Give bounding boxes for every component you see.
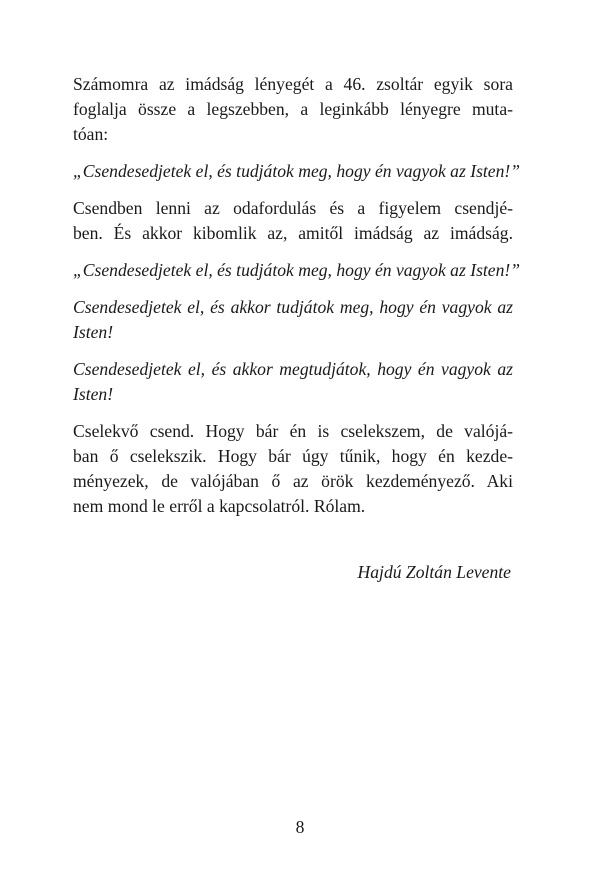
quote-3 <box>73 295 513 345</box>
body-text <box>73 72 521 531</box>
text-line: tóan: <box>73 124 109 144</box>
paragraph-2 <box>73 196 513 246</box>
text-line: ban ő cselekszik. Hogy bár úgy tűnik, hogy én kezde- <box>73 446 513 466</box>
author-signature: Hajdú Zoltán Levente <box>357 562 511 582</box>
paragraph-1 <box>73 72 513 147</box>
page-number: 8 <box>295 817 305 837</box>
text-line: „Csendesedjetek el, és tudjátok meg, hogy én vagyok az Isten!” <box>73 260 521 280</box>
text-line: Cselekvő csend. Hogy bár én is cselekszem, de valójá- <box>73 421 513 441</box>
paragraph-3 <box>73 419 513 519</box>
text-line: Számomra az imádság lényegét a 46. zsoltár egyik sora <box>73 74 513 94</box>
quote-2 <box>73 258 521 283</box>
text-line: ményezek, de valójában ő az örök kezdeményező. Aki <box>73 471 513 491</box>
text-line: „Csendesedjetek el, és tudjátok meg, hogy én vagyok az Isten!” <box>73 161 521 181</box>
quote-4 <box>73 357 513 407</box>
text-line: ben. És akkor kibomlik az, amitől imádság az imádság. <box>73 223 513 243</box>
text-line: Isten! <box>73 322 114 342</box>
text-line: Isten! <box>73 384 114 404</box>
quote-1 <box>73 159 521 184</box>
text-line: foglalja össze a legszebben, a leginkább lényegre muta- <box>73 99 513 119</box>
text-line: Csendesedjetek el, és akkor megtudjátok, hogy én vagyok az <box>73 359 513 379</box>
text-line: Csendben lenni az odafordulás és a figyelem csendjé- <box>73 198 513 218</box>
text-line: Csendesedjetek el, és akkor tudjátok meg, hogy én vagyok az <box>73 297 513 317</box>
text-line: nem mond le erről a kapcsolatról. Rólam. <box>73 496 366 516</box>
